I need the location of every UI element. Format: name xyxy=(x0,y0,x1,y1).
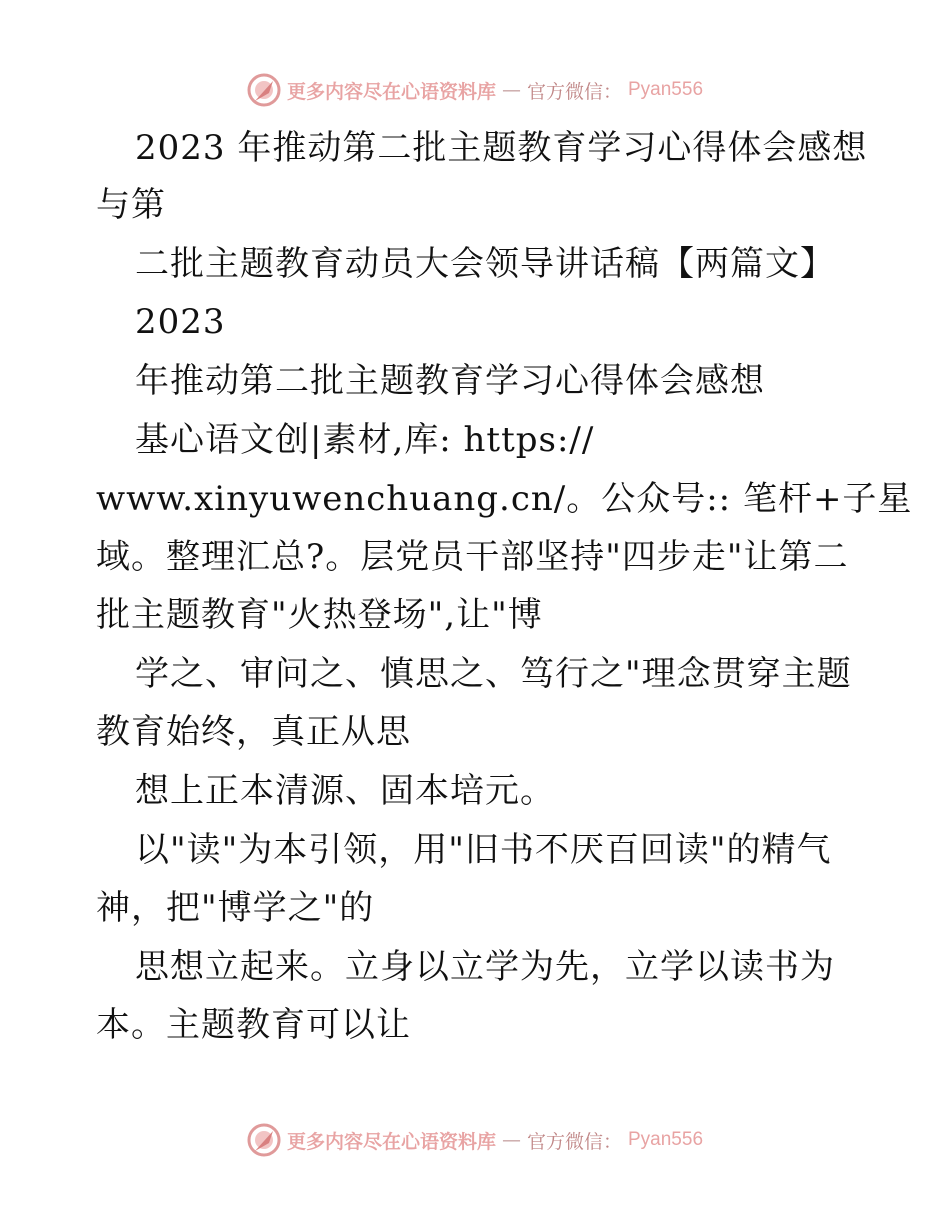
text-line: 本。主题教育可以让 xyxy=(96,1005,411,1045)
text-line: 想上正本清源、固本培元。 xyxy=(135,771,555,811)
text-line: 神，把"博学之"的 xyxy=(96,888,375,928)
watermark-wechat-label: 官方微信： xyxy=(526,80,622,103)
text-line: 与第 xyxy=(96,185,166,225)
text-line: 年推动第二批主题教育学习心得体会感想 xyxy=(135,361,765,401)
watermark-wechat-id: Pyan556 xyxy=(628,79,704,100)
text-line: 批主题教育"火热登场",让"博 xyxy=(96,595,543,635)
text-line: 基心语文创|素材,库: https:// xyxy=(135,420,595,460)
footer-watermark xyxy=(0,1120,950,1160)
watermark-text: 更多内容尽在心语资料库 xyxy=(286,1130,496,1153)
quill-logo-icon xyxy=(247,73,281,107)
text-line: 教育始终，真正从思 xyxy=(96,712,411,752)
text-line: 学之、审问之、慎思之、笃行之"理念贯穿主题 xyxy=(135,654,852,694)
watermark-dash: — xyxy=(501,79,521,101)
quill-logo-icon xyxy=(247,1123,281,1157)
text-line: 以"读"为本引领，用"旧书不厌百回读"的精气 xyxy=(135,830,832,870)
header-watermark xyxy=(0,70,950,110)
text-line: 2023 年推动第二批主题教育学习心得体会感想 xyxy=(135,128,868,168)
text-line: 思想立起来。立身以立学为先，立学以读书为 xyxy=(135,947,835,987)
text-line: www.xinyuwenchuang.cn/。公众号:: 笔杆+子星 xyxy=(96,479,913,519)
watermark-dash: — xyxy=(501,1129,521,1151)
watermark-wechat-id: Pyan556 xyxy=(628,1129,704,1150)
watermark-text: 更多内容尽在心语资料库 xyxy=(286,80,496,103)
text-line: 域。整理汇总?。层党员干部坚持"四步走"让第二 xyxy=(96,537,849,577)
text-line: 2023 xyxy=(135,302,226,342)
text-line: 二批主题教育动员大会领导讲话稿【两篇文】 xyxy=(135,244,835,284)
watermark-wechat-label: 官方微信： xyxy=(526,1130,622,1153)
